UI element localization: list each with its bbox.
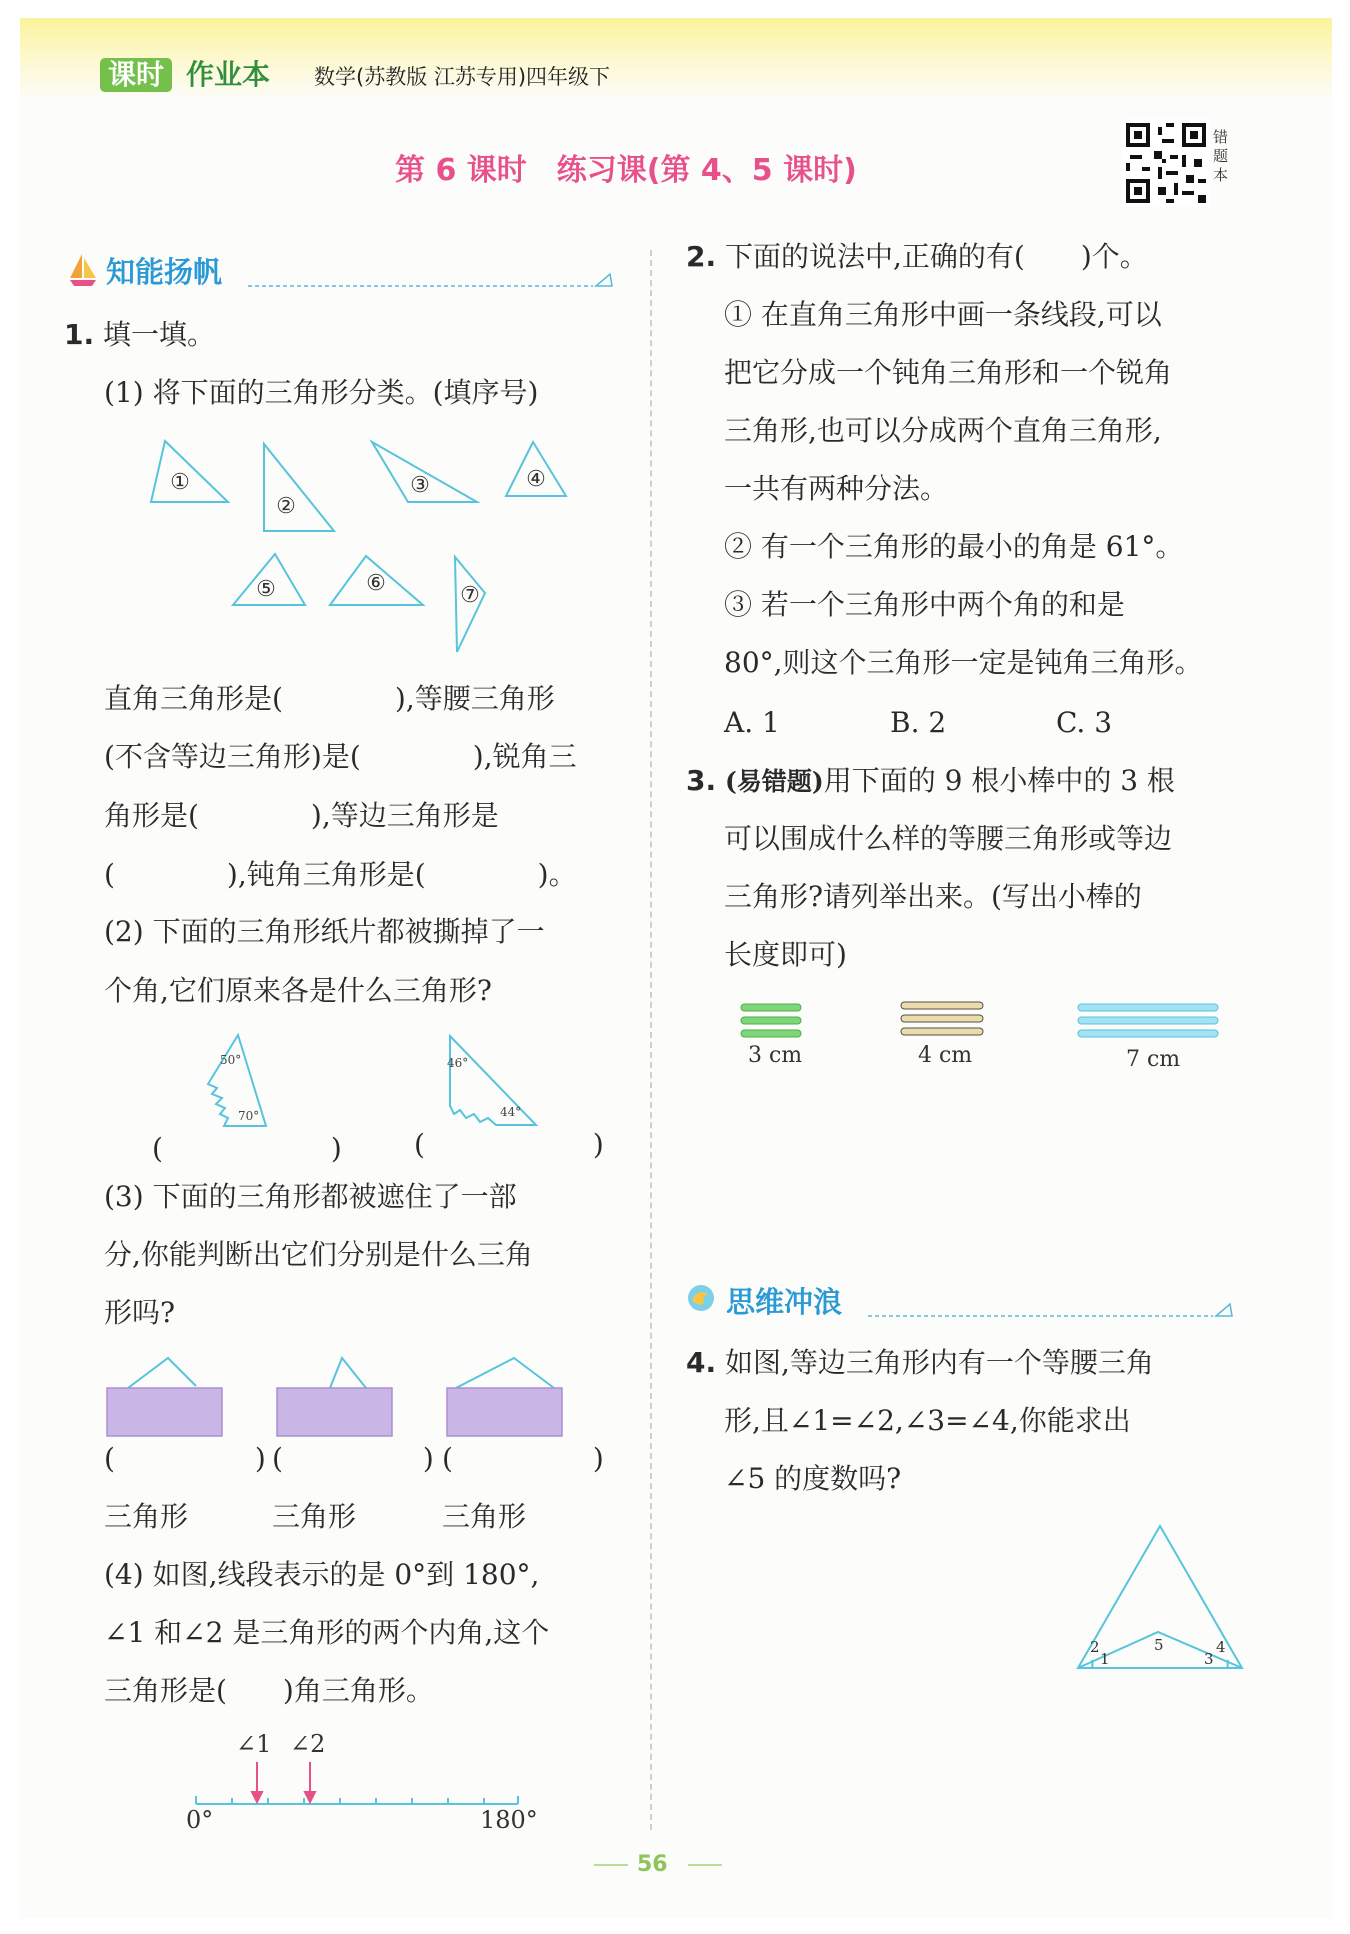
lesson-title: 第 6 课时 练习课(第 4、5 课时) [395,153,857,188]
section-title-1: 知能扬帆 [106,255,223,289]
angle-label-2: 2 [1090,1638,1100,1656]
torn-triangle-b [450,1036,536,1125]
qr-label: 错题本 [1213,128,1229,184]
column-divider [650,250,652,1830]
angle-2-label: ∠2 [290,1730,326,1758]
qr-code-icon[interactable] [1122,119,1210,207]
q1-part4-line-2: ∠1 和∠2 是三角形的两个内角,这个 [104,1616,550,1649]
brand-logo: 课时 [100,58,172,92]
mask-c [447,1388,562,1436]
q1-part2-line-1: (2) 下面的三角形纸片都被撕掉了一 [104,915,545,948]
mask-b [277,1388,392,1436]
sticks-figure [736,996,1236,1076]
q2-line-7: ③ 若一个三角形中两个角的和是 [724,588,1125,621]
triangle-set [140,430,546,660]
triangle-label-4: ④ [526,467,546,492]
angle-1-label: ∠1 [236,1730,272,1758]
q3-question: 用下面的 9 根小棒中的 3 根 [823,764,1175,797]
q2-line-5: 一共有两种分法。 [724,472,949,505]
stick-label-7cm: 7 cm [1126,1047,1181,1072]
q2-line-1 [686,240,1148,274]
q4-question: 如图,等边三角形内有一个等腰三角 [725,1346,1154,1379]
q1-part3-suffix-1: 三角形 [104,1500,189,1533]
q3-number: 3. [686,764,717,797]
angle-label-4: 4 [1216,1638,1226,1656]
line-start-label: 0° [186,1806,214,1834]
angle-label-1: 1 [1100,1650,1110,1668]
q3-line-3: 三角形?请列举出来。(写出小棒的 [724,880,1142,913]
q3-line-4: 长度即可) [724,938,847,971]
q1-part3-blank-3[interactable]: ( ) [442,1442,604,1475]
angle-b2: 44° [500,1105,522,1119]
q4-figure [1070,1520,1250,1680]
q1-part3-line-1: (3) 下面的三角形都被遮住了一部 [104,1180,517,1213]
q2-number: 2. [686,240,717,273]
q1-part2-blank-2[interactable]: ( ) [414,1128,604,1161]
page-number: 56 [637,1852,668,1877]
triangle-2 [264,444,334,531]
q4-number: 4. [686,1346,717,1379]
section-title-2: 思维冲浪 [726,1285,843,1319]
angle-b1: 46° [447,1056,469,1070]
angle-a2: 70° [238,1109,260,1123]
q1-part3-suffix-2: 三角形 [272,1500,357,1533]
sticks-7cm [1078,1004,1218,1037]
hidden-triangle-a-top [128,1358,196,1388]
q1-part1-prompt: (1) 将下面的三角形分类。(填序号) [104,376,539,409]
triangle-label-6: ⑥ [366,571,386,596]
triangle-label-7: ⑦ [460,583,480,608]
stick-label-4cm: 4 cm [918,1043,973,1068]
q1-part4-line-3: 三角形是( )角三角形。 [104,1674,434,1707]
q1-part1-line-1: 直角三角形是( ),等腰三角形 [104,682,555,715]
q4-line-1 [686,1346,1154,1380]
section-underline-2 [868,1296,1238,1318]
sticks-3cm [741,1004,801,1037]
hidden-triangle-b-top [330,1358,366,1388]
q2-option-b[interactable]: B. 2 [890,706,947,739]
hidden-triangle-c-top [456,1358,554,1388]
q2-line-3: 把它分成一个钝角三角形和一个锐角 [724,356,1173,389]
q2-option-c[interactable]: C. 3 [1056,706,1113,739]
stick-label-3cm: 3 cm [748,1043,803,1068]
triangle-label-5: ⑤ [256,577,276,602]
q4-line-3: ∠5 的度数吗? [724,1462,902,1495]
q2-line-2: ① 在直角三角形中画一条线段,可以 [724,298,1162,331]
q1-part4-line-1: (4) 如图,线段表示的是 0°到 180°, [104,1558,540,1591]
q1-number: 1. [64,318,95,351]
angle-label-5: 5 [1154,1636,1164,1654]
q1-part2-line-2: 个角,它们原来各是什么三角形? [104,974,492,1007]
q2-line-4: 三角形,也可以分成两个直角三角形, [724,414,1162,447]
q1-title: 填一填。 [103,318,216,351]
q1-part3-suffix-3: 三角形 [442,1500,527,1533]
sailboat-icon [68,252,98,288]
triangle-label-3: ③ [410,473,430,498]
triangle-label-2: ② [276,494,296,519]
angle-a1: 50° [220,1053,242,1067]
subject-line: 数学(苏教版 江苏专用)四年级下 [314,65,611,89]
q3-line-2: 可以围成什么样的等腰三角形或等边 [724,822,1173,855]
q1-part3-blank-1[interactable]: ( ) [104,1442,266,1475]
q2-line-8: 80°,则这个三角形一定是钝角三角形。 [724,646,1203,679]
q3-tag: (易错题) [725,767,824,796]
hidden-triangles [100,1352,580,1438]
q3-line-1 [686,764,1175,799]
brand-subtitle: 作业本 [186,58,271,91]
torn-triangles [188,1030,548,1130]
q2-option-a[interactable]: A. 1 [724,706,780,739]
wave-icon [686,1282,716,1314]
q1-part3-line-2: 分,你能判断出它们分别是什么三角 [104,1238,533,1271]
q2-line-6: ② 有一个三角形的最小的角是 61°。 [724,530,1184,563]
mask-a [107,1388,222,1436]
q4-line-2: 形,且∠1=∠2,∠3=∠4,你能求出 [724,1404,1131,1437]
q1-header [64,318,215,352]
q1-part1-line-2: (不含等边三角形)是( ),锐角三 [104,740,577,773]
q1-part1-line-3: 角形是( ),等边三角形是 [104,799,499,832]
q1-part3-line-3: 形吗? [104,1296,176,1329]
triangle-label-1: ① [170,470,190,495]
q2-question: 下面的说法中,正确的有( )个。 [725,240,1148,273]
q1-part1-line-4: ( ),钝角三角形是( )。 [104,858,577,891]
sticks-4cm [901,1002,983,1035]
angle-label-3: 3 [1204,1650,1214,1668]
section-underline-1 [248,266,618,288]
line-end-label: 180° [480,1806,538,1834]
angle-number-line [180,1728,560,1838]
q1-part3-blank-2[interactable]: ( ) [272,1442,434,1475]
q1-part2-blank-1[interactable]: ( ) [152,1132,342,1165]
